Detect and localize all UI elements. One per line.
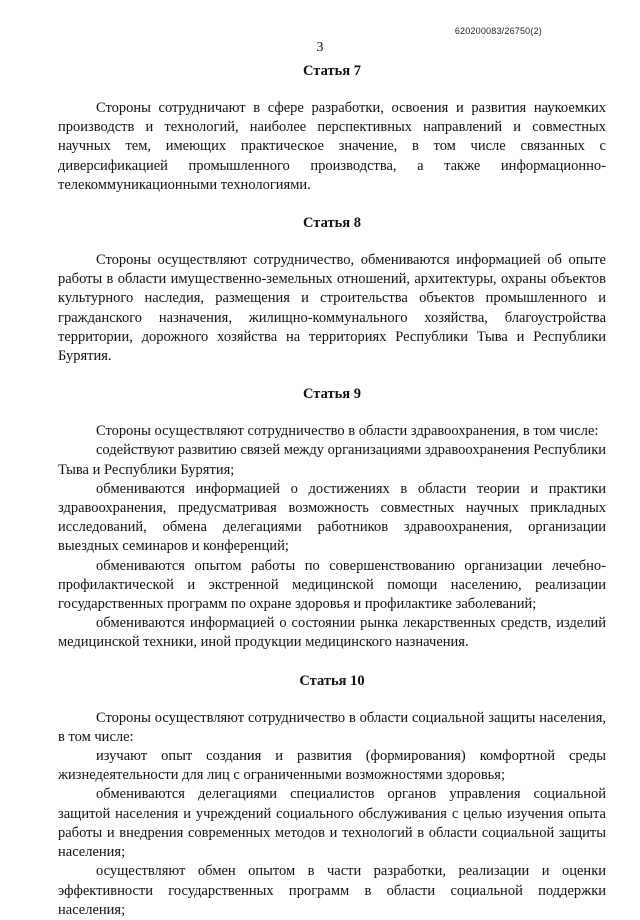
article-8: [58, 214, 606, 366]
article-paragraph: Стороны осуществляют сотрудничество в области социальной защиты населения, в том числе:: [58, 709, 606, 745]
article-paragraph: обмениваются информацией о состоянии рынка лекарственных средств, изделий медицинской техники, иной продукции медицинского назначения.: [58, 615, 606, 651]
article-10: [58, 672, 606, 920]
article-title: Статья 8: [303, 215, 361, 232]
article-title: Статья 7: [303, 63, 361, 79]
article-paragraph: обмениваются опытом работы по совершенствованию организации лечебно-профилактической и экстренной медицинской помощи населению, реализации государственных программ по охране здоровья и профилактике заболеваний;: [58, 557, 606, 613]
article-9: [58, 385, 606, 652]
article-paragraph: Стороны сотрудничают в сфере разработки, освоения и развития наукоемких производств и технологий, наиболее перспективных направлений и совместных научных тем, имеющих практическое значение, в том числе связанных с диверсификацией промышленного производства, а также информационно-телекоммуникационными технологиями.: [58, 100, 606, 193]
article-paragraph: осуществляют обмен опытом в части разработки, реализации и оценки эффективности государственных программ в области социальной поддержки населения;: [58, 863, 606, 918]
article-title: Статья 9: [303, 386, 361, 403]
document-code: 620200083/26750(2): [454, 26, 542, 36]
page-number: 3: [316, 40, 324, 55]
article-paragraph: Стороны осуществляют сотрудничество, обмениваются информацией об опыте работы в области имущественно-земельных отношений, архитектуры, охраны объектов культурного наследия, размещения и строительства объектов промышленного и гражданского назначения, жилищно-коммунального хозяйства, благоустройства территории, дорожного хозяйства на территориях Республики Тыва и Республики Бурятия.: [58, 252, 606, 365]
article-paragraph: обмениваются информацией о достижениях в области теории и практики здравоохранения, предусматривая возможность совместных научных прикладных исследований, обмена делегациями работников здравоохранения, организации выездных семинаров и конференций;: [58, 480, 606, 555]
document-body: [58, 62, 606, 920]
article-7: [58, 62, 606, 195]
article-title: Статья 10: [299, 672, 365, 689]
article-paragraph: изучают опыт создания и развития (формирования) комфортной среды жизнедеятельности для лиц с ограниченными возможностями здоровья;: [58, 748, 606, 784]
article-paragraph: содействуют развитию связей между организациями здравоохранения Республики Тыва и Республики Бурятия;: [58, 442, 606, 478]
article-paragraph: Стороны осуществляют сотрудничество в области здравоохранения, в том числе:: [96, 423, 599, 440]
article-paragraph: обмениваются делегациями специалистов органов управления социальной защитой населения и учреждений социального обслуживания с целью изучения опыта работы и внедрения современных методов и технологий в области социальной защиты населения;: [58, 786, 606, 861]
